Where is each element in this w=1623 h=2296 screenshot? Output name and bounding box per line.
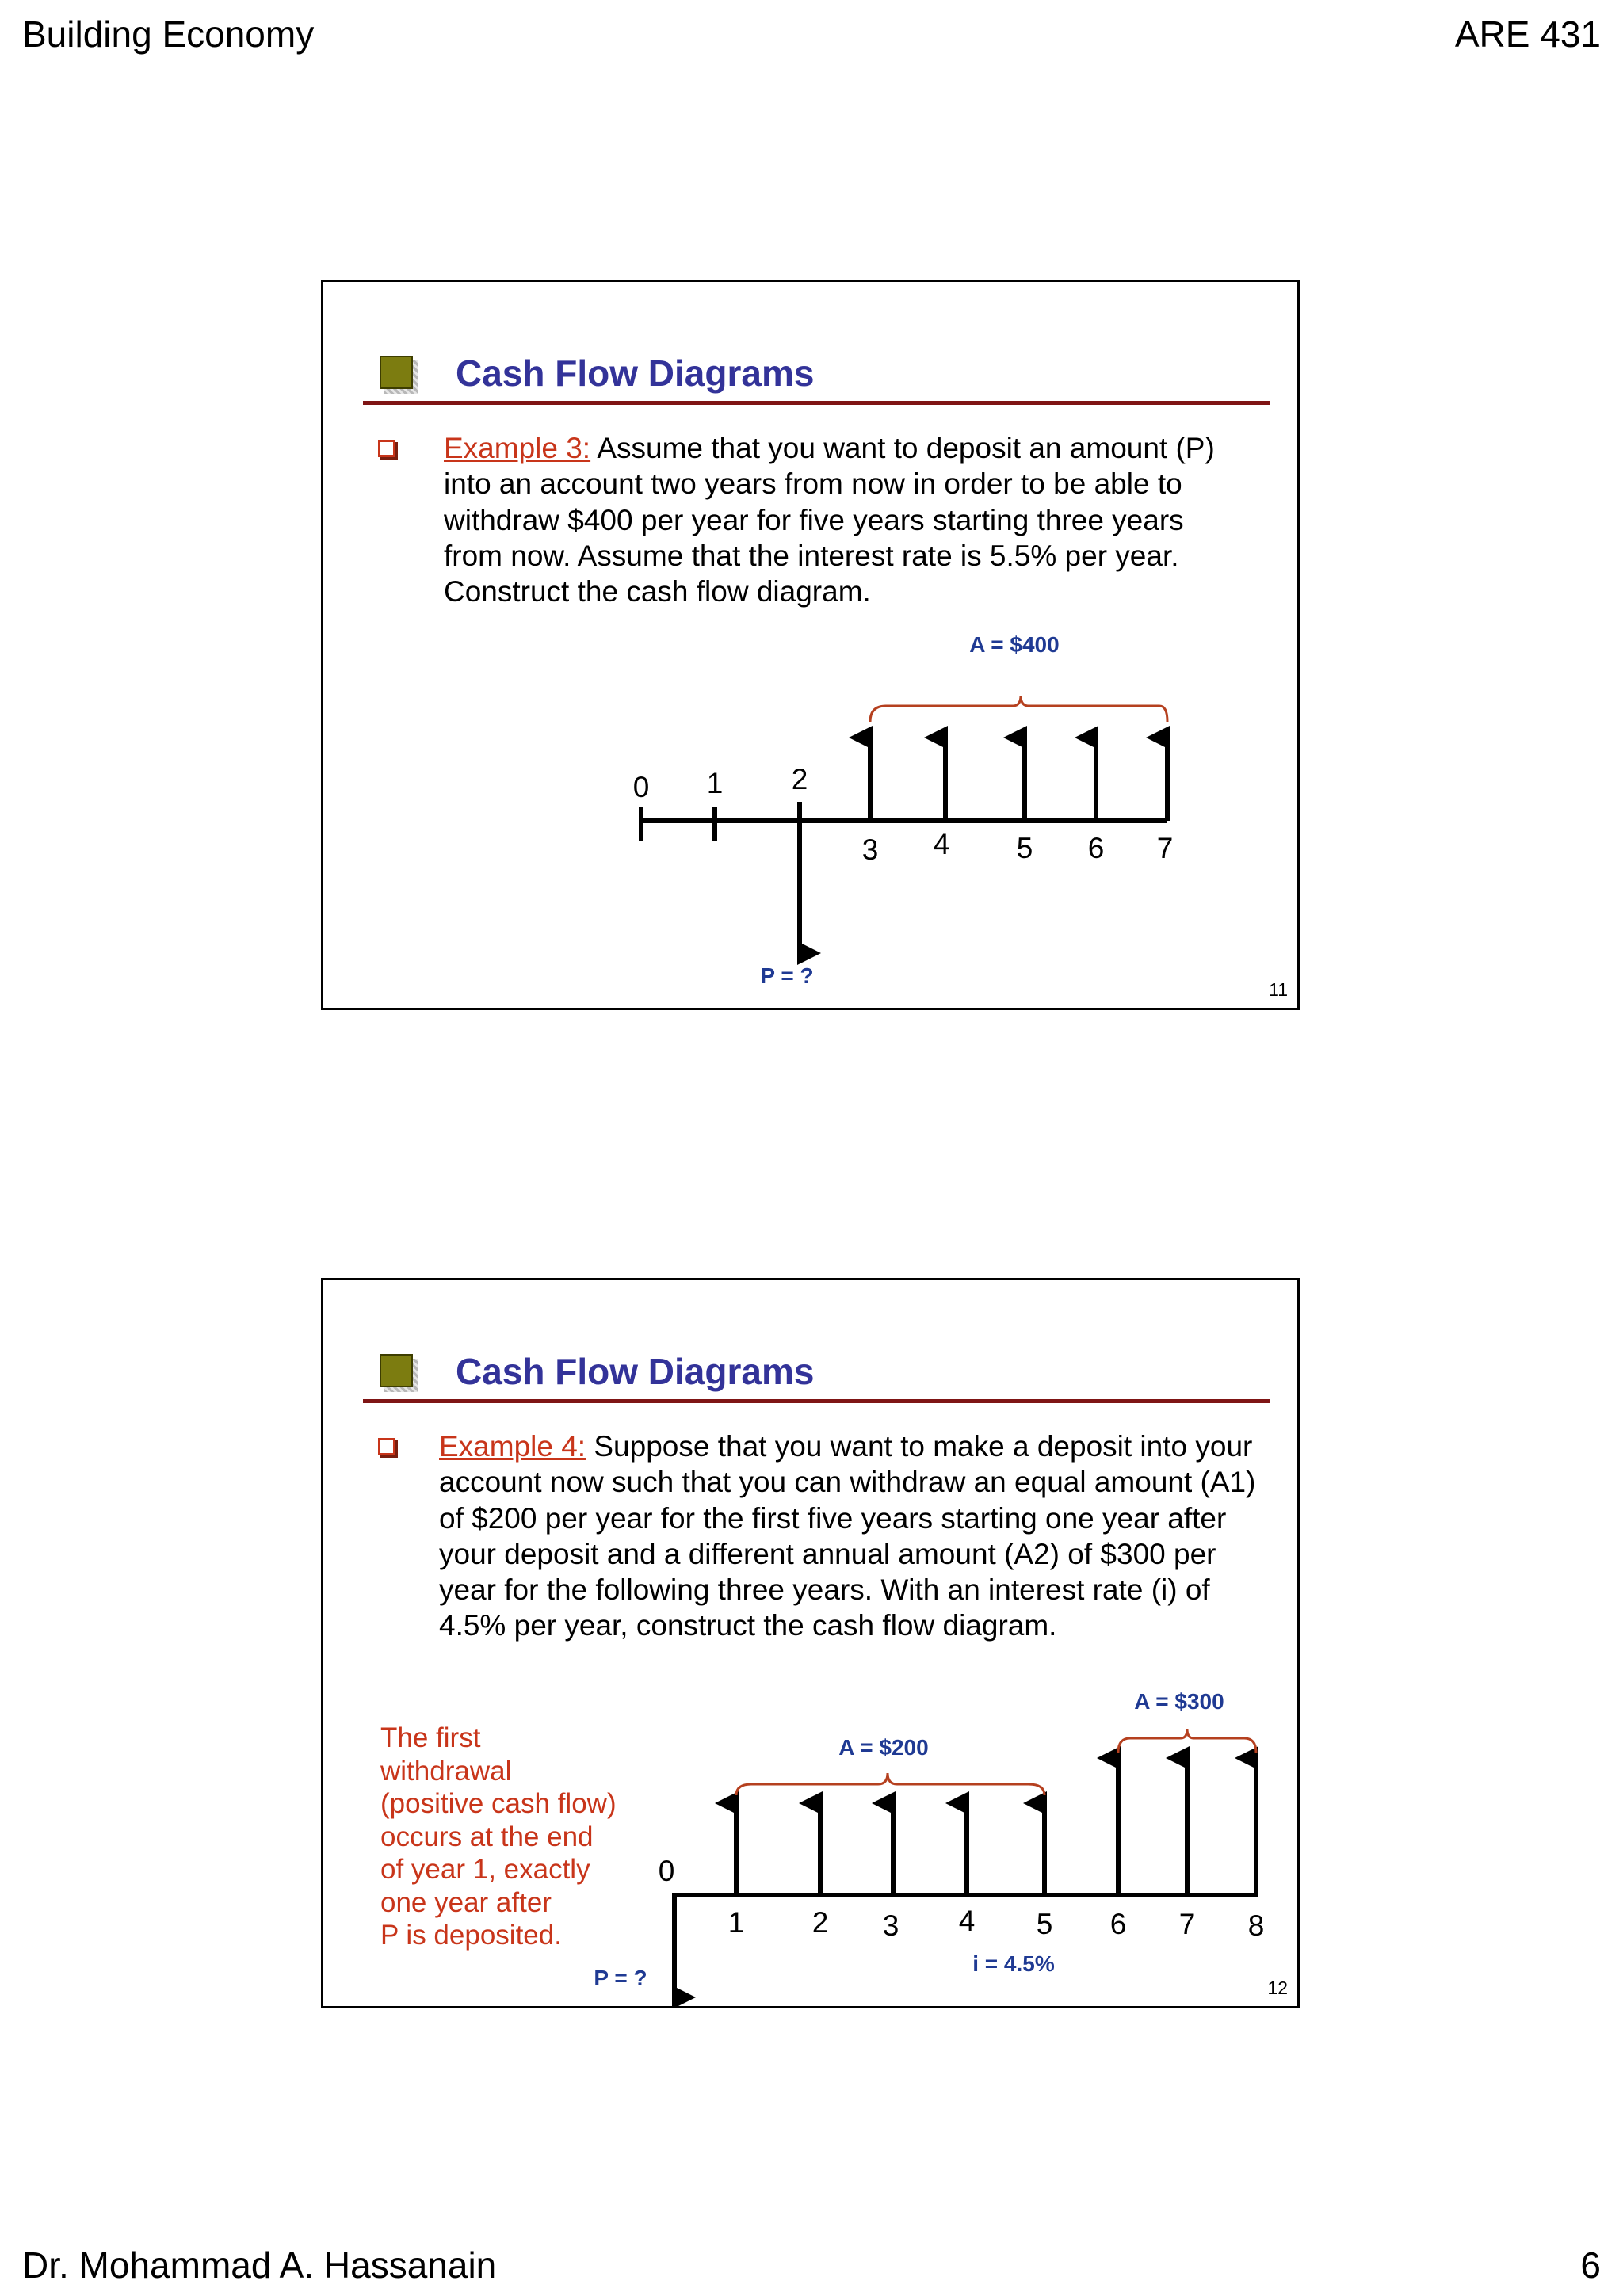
period-label-2: 2 [812,1906,829,1939]
annuity2-brace [1118,1729,1256,1753]
period-label-0: 0 [632,771,650,803]
example-line-5: year for the following three years. With an interest rate (i) of [439,1573,1210,1607]
period-label-5: 5 [1016,832,1033,864]
slide-title: Cash Flow Diagrams [456,1351,815,1392]
explanation-note: The first withdrawal (positive cash flow) occurs at the end of year 1, exactly one year after P is deposited. [380,1722,617,1951]
period-label-2: 2 [791,763,808,795]
slide-number: 12 [1267,1978,1288,1998]
period-label-7: 7 [1178,1908,1196,1940]
example-label: Example 4: [439,1430,586,1463]
slide-title: Cash Flow Diagrams [456,353,815,394]
page-footer-page-number: 6 [1580,2245,1601,2286]
slide-example-4 [321,1278,1300,2008]
present-label: P = ? [760,963,814,988]
example-line-1: Example 3: Assume that you want to deposit an amount (P) [444,432,1215,464]
period-label-6: 6 [1109,1908,1127,1940]
cash-flow-diagram-4 [323,1280,1297,2006]
page-header-title: Building Economy [22,13,315,55]
period-label-5: 5 [1036,1908,1053,1940]
page-header-course: ARE 431 [1454,13,1601,55]
page-footer-author: Dr. Mohammad A. Hassanain [22,2245,497,2286]
slide-number: 11 [1269,979,1288,1000]
cash-flow-diagram-3 [323,282,1297,1008]
period-label-0: 0 [658,1855,675,1887]
period-label-1: 1 [727,1906,745,1939]
rate-label: i = 4.5% [972,1951,1055,1976]
example-line-2: into an account two years from now in order to be able to [444,467,1182,501]
example-line-3: of $200 per year for the first five years starting one year after [439,1501,1227,1535]
example-line-2: account now such that you can withdraw an equal amount (A1) [439,1466,1256,1499]
present-label: P = ? [594,1966,647,1990]
example-line-5: Construct the cash flow diagram. [444,575,871,608]
period-label-7: 7 [1156,832,1174,864]
period-label-6: 6 [1087,832,1105,864]
annuity1-brace [736,1773,1044,1795]
annuity2-label: A = $300 [1134,1689,1224,1714]
period-label-8: 8 [1247,1909,1265,1942]
period-label-3: 3 [861,833,879,866]
period-label-1: 1 [706,767,724,799]
example-line-3: withdraw $400 per year for five years starting three years [444,503,1184,536]
annuity-label: A = $400 [969,632,1060,657]
example-label: Example 3: [444,432,591,464]
period-label-3: 3 [882,1909,899,1942]
example-line-6: 4.5% per year, construct the cash flow diagram. [439,1609,1057,1642]
period-label-4: 4 [958,1905,976,1937]
example-line-4: your deposit and a different annual amount (A2) of $300 per [439,1537,1216,1570]
example-line-1: Example 4: Suppose that you want to make a deposit into your [439,1430,1253,1463]
annuity-brace [870,696,1167,722]
example-line-4: from now. Assume that the interest rate is 5.5% per year. [444,539,1179,572]
annuity1-label: A = $200 [838,1735,929,1760]
period-label-4: 4 [933,828,950,860]
slide-example-3 [321,280,1300,1010]
